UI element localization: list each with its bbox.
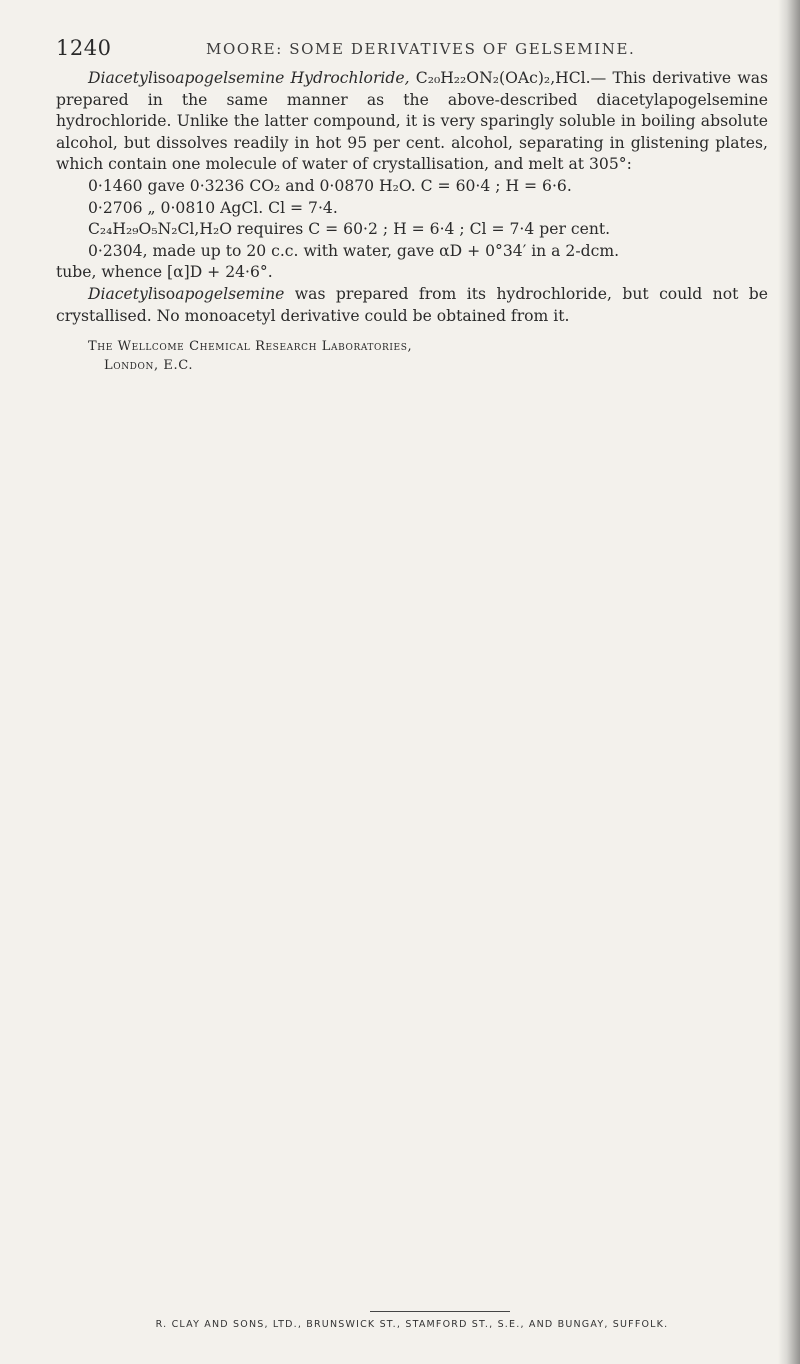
body-text xyxy=(56,68,768,375)
running-title: MOORE: SOME DERIVATIVES OF GELSEMINE. xyxy=(206,40,636,58)
section-base-paragraph xyxy=(56,284,768,327)
affiliation-line-2: London, E.C. xyxy=(104,358,194,374)
section-hydrochloride-paragraph xyxy=(56,68,768,176)
affiliation-line-1: The Wellcome Chemical Research Laboratories, xyxy=(88,339,413,355)
base-title-suffix: apogelsemine xyxy=(175,284,285,303)
compound-formula: C₂₀H₂₂ON₂(OAc)₂,HCl.— xyxy=(409,69,607,87)
section-base-text: was prepared from its hydrochloride, but could not be crystallised. No monoacetyl derivative could be obtained from it. xyxy=(56,284,768,325)
base-title-iso: iso xyxy=(152,284,176,303)
page-number: 1240 xyxy=(56,36,112,60)
analysis-line-chlorine: 0·2706 „ 0·0810 AgCl. Cl = 7·4. xyxy=(88,198,338,217)
footer-rule xyxy=(370,1311,510,1312)
analysis-line-requires: C₂₄H₂₉O₅N₂Cl,H₂O requires C = 60·2 ; H = 6·4 ; Cl = 7·4 per cent. xyxy=(88,220,611,239)
analysis-line-specific-rotation: tube, whence [α]D + 24·6°. xyxy=(56,263,273,282)
section-hydrochloride-text: This derivative was prepared in the same manner as the above-described diacetylapogelsemine hydrochloride. Unlike the latter compound, it is very sparingly soluble in boiling absolute alcohol, but dissolves readily in hot 95 per cent. alcohol, separating in glistening plates, which contain one molecule of water of crystallisation, and melt at 305°: xyxy=(56,69,768,174)
analysis-line-rotation: 0·2304, made up to 20 c.c. with water, gave αD + 0°34′ in a 2-dcm. xyxy=(88,241,620,260)
page-header xyxy=(56,36,756,62)
printer-imprint: R. CLAY AND SONS, LTD., BRUNSWICK ST., STAMFORD ST., S.E., AND BUNGAY, SUFFOLK. xyxy=(155,1319,669,1330)
compound-title-iso: iso xyxy=(152,69,176,87)
analysis-line-combustion: 0·1460 gave 0·3236 CO₂ and 0·0870 H₂O. C = 60·4 ; H = 6·6. xyxy=(88,176,572,195)
page-edge-shadow xyxy=(778,0,800,1364)
compound-title-suffix: apogelsemine Hydrochloride, xyxy=(175,69,410,87)
compound-title-prefix: Diacetyl xyxy=(88,69,153,87)
base-title-prefix: Diacetyl xyxy=(88,284,153,303)
affiliation xyxy=(88,337,768,375)
